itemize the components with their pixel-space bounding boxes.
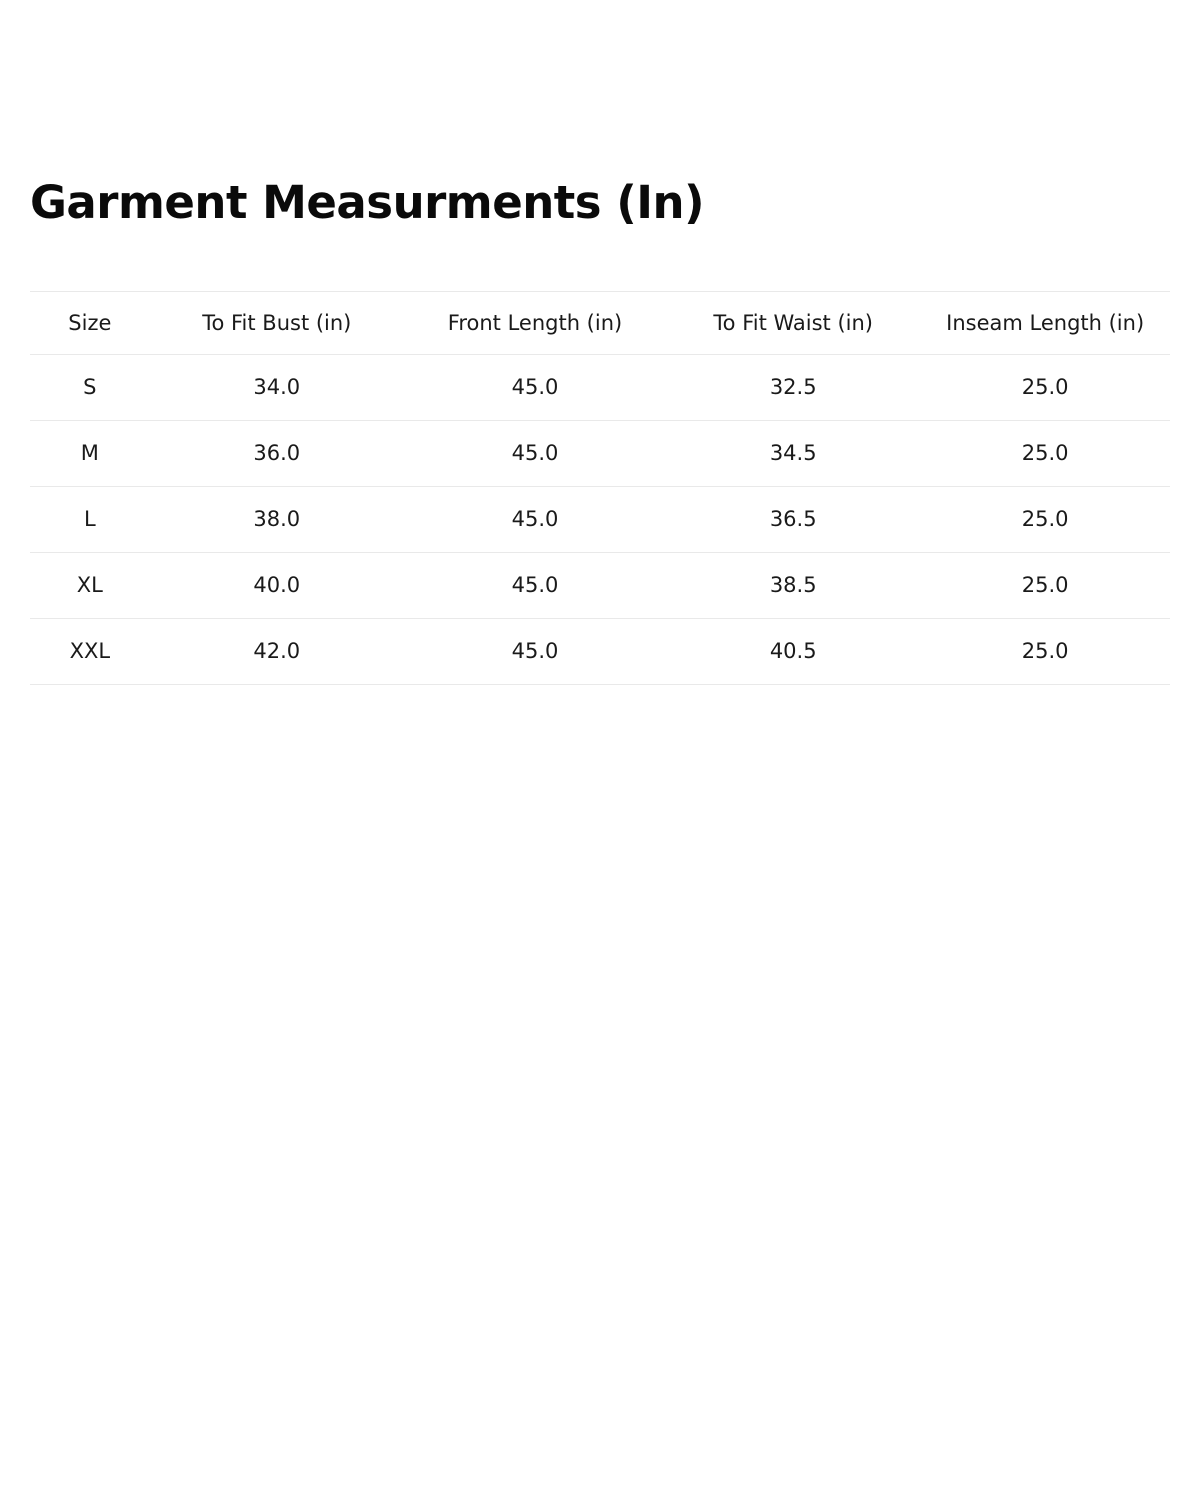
column-header-size: Size — [30, 291, 150, 354]
cell-to-fit-waist: 34.5 — [666, 420, 920, 486]
column-header-to-fit-bust: To Fit Bust (in) — [150, 291, 404, 354]
cell-inseam-length: 25.0 — [920, 354, 1170, 420]
table-header-row — [30, 291, 1170, 354]
cell-size: S — [30, 354, 150, 420]
cell-inseam-length: 25.0 — [920, 420, 1170, 486]
table-row — [30, 354, 1170, 420]
cell-to-fit-waist: 40.5 — [666, 618, 920, 684]
cell-to-fit-bust: 40.0 — [150, 552, 404, 618]
cell-front-length: 45.0 — [404, 552, 666, 618]
cell-front-length: 45.0 — [404, 420, 666, 486]
cell-size: M — [30, 420, 150, 486]
table-row — [30, 486, 1170, 552]
cell-inseam-length: 25.0 — [920, 486, 1170, 552]
measurements-table — [30, 291, 1170, 685]
cell-front-length: 45.0 — [404, 618, 666, 684]
table-row — [30, 420, 1170, 486]
page-title: Garment Measurments (In) — [30, 176, 705, 229]
cell-to-fit-bust: 42.0 — [150, 618, 404, 684]
cell-to-fit-bust: 34.0 — [150, 354, 404, 420]
cell-to-fit-waist: 32.5 — [666, 354, 920, 420]
cell-front-length: 45.0 — [404, 486, 666, 552]
cell-to-fit-waist: 38.5 — [666, 552, 920, 618]
cell-to-fit-waist: 36.5 — [666, 486, 920, 552]
cell-to-fit-bust: 36.0 — [150, 420, 404, 486]
cell-inseam-length: 25.0 — [920, 618, 1170, 684]
column-header-to-fit-waist: To Fit Waist (in) — [666, 291, 920, 354]
cell-size: XXL — [30, 618, 150, 684]
measurements-table-container — [30, 291, 1170, 685]
cell-size: L — [30, 486, 150, 552]
table-header — [30, 291, 1170, 354]
column-header-inseam-length: Inseam Length (in) — [920, 291, 1170, 354]
cell-inseam-length: 25.0 — [920, 552, 1170, 618]
cell-to-fit-bust: 38.0 — [150, 486, 404, 552]
table-body — [30, 354, 1170, 684]
column-header-front-length: Front Length (in) — [404, 291, 666, 354]
cell-front-length: 45.0 — [404, 354, 666, 420]
table-row — [30, 618, 1170, 684]
table-row — [30, 552, 1170, 618]
cell-size: XL — [30, 552, 150, 618]
